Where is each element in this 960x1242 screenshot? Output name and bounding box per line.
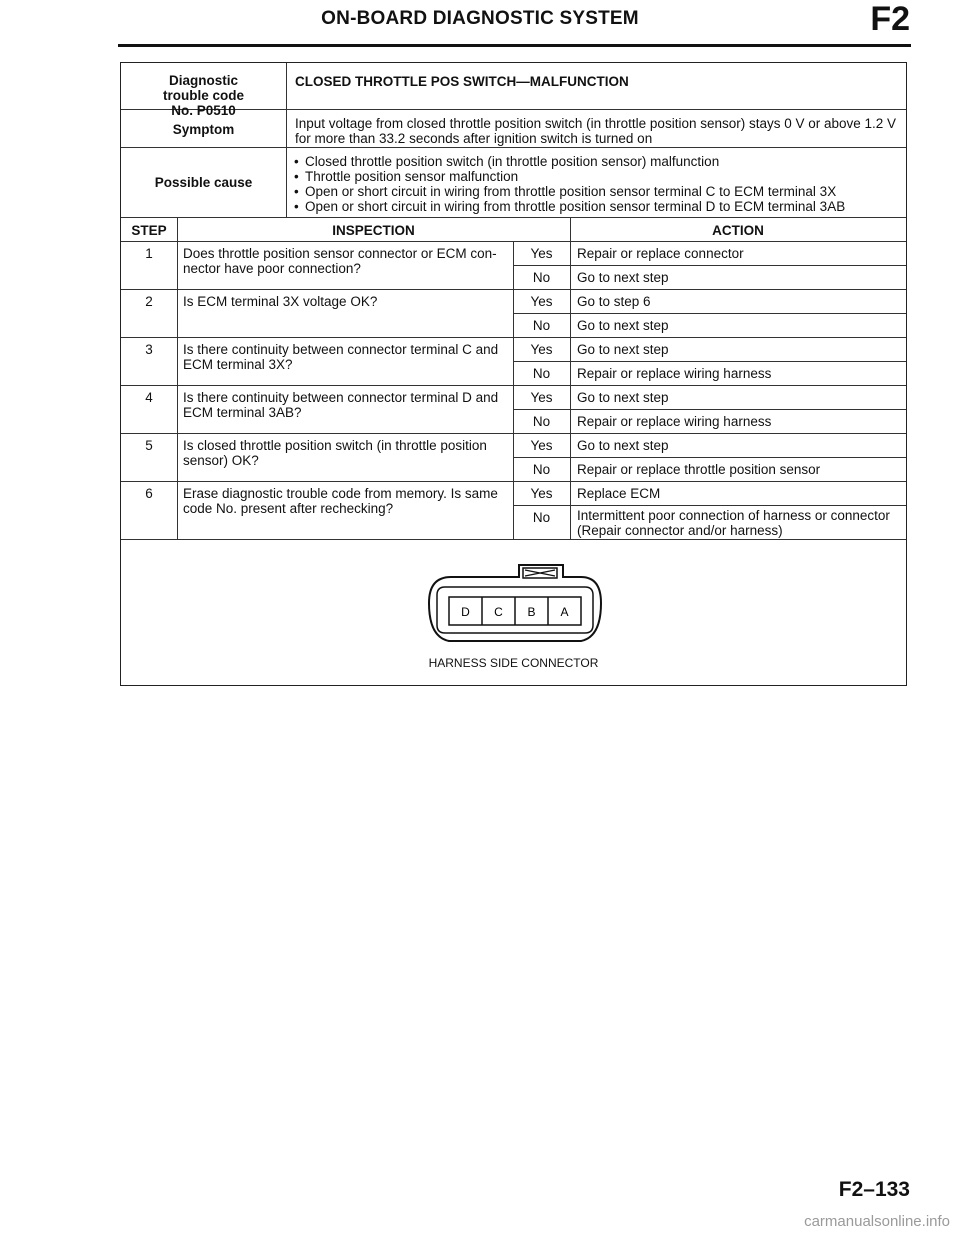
dtc-label: Diagnostic trouble code No. P0510 [162, 73, 244, 118]
step-inspection: Is there continuity between connector terminal C and ECM terminal 3X? [183, 342, 499, 372]
step-number: 2 [145, 294, 153, 309]
step-inspection: Is there continuity between connector terminal D and ECM terminal 3AB? [183, 390, 499, 420]
diagnostic-table [120, 62, 907, 686]
possible-cause-label: Possible cause [154, 175, 253, 190]
yes-action: Go to step 6 [577, 294, 651, 309]
yes-action: Go to next step [577, 390, 669, 405]
header-rule [118, 44, 911, 47]
terminal-d-label: D [461, 605, 470, 619]
terminal-b-label: B [527, 605, 536, 619]
no-action: Go to next step [577, 318, 669, 333]
no-action: Repair or replace throttle position sensor [577, 462, 821, 477]
possible-cause-list [291, 154, 903, 214]
no-label: No [532, 414, 551, 429]
page-number: F2–133 [838, 1178, 910, 1201]
step-inspection: Is closed throttle position switch (in throttle position sensor) OK? [183, 438, 487, 468]
no-label: No [532, 366, 551, 381]
section-code: F2 [870, 0, 910, 38]
cause-item: • Open or short circuit in wiring from throttle position sensor terminal C to ECM terminal 3X [291, 184, 903, 199]
lock-tab-mark [525, 570, 555, 576]
yes-label: Yes [530, 294, 553, 309]
no-label: No [532, 510, 551, 525]
step-number: 4 [145, 390, 153, 405]
yes-label: Yes [530, 390, 553, 405]
yes-label: Yes [530, 246, 553, 261]
yes-label: Yes [530, 438, 553, 453]
step-inspection: Does throttle position sensor connector or ECM con-nector have poor connection? [183, 246, 497, 276]
symptom-label: Symptom [172, 122, 235, 137]
step-inspection: Erase diagnostic trouble code from memory. Is same code No. present after rechecking? [183, 486, 498, 516]
yes-label: Yes [530, 486, 553, 501]
cause-item: • Open or short circuit in wiring from throttle position sensor terminal D to ECM terminal 3AB [291, 199, 903, 214]
yes-action: Go to next step [577, 438, 669, 453]
yes-action: Repair or replace connector [577, 246, 744, 261]
yes-action: Replace ECM [577, 486, 661, 501]
no-label: No [532, 318, 551, 333]
terminal-c-label: C [494, 605, 503, 619]
step-number: 3 [145, 342, 153, 357]
page-title: ON-BOARD DIAGNOSTIC SYSTEM [321, 8, 639, 29]
terminal-a-label: A [560, 605, 569, 619]
no-label: No [532, 462, 551, 477]
step-number: 5 [145, 438, 153, 453]
cause-item: • Closed throttle position switch (in throttle position sensor) malfunction [291, 154, 903, 169]
step-number: 1 [145, 246, 153, 261]
watermark: carmanualsonline.info [804, 1213, 950, 1230]
no-action: Intermittent poor connection of harness or connector (Repair connector and/or harness) [577, 508, 890, 538]
no-action: Repair or replace wiring harness [577, 366, 772, 381]
yes-action: Go to next step [577, 342, 669, 357]
connector-diagram [421, 553, 611, 653]
no-label: No [532, 270, 551, 285]
inspection-header: INSPECTION [332, 223, 415, 238]
no-action: Repair or replace wiring harness [577, 414, 772, 429]
step-inspection: Is ECM terminal 3X voltage OK? [183, 294, 378, 309]
step-header: STEP [131, 223, 167, 238]
dtc-title: CLOSED THROTTLE POS SWITCH—MALFUNCTION [295, 74, 629, 89]
symptom-text: Input voltage from closed throttle position switch (in throttle position sensor) stays 0 V or above 1.2 V for more than 33.2 seconds after ignition switch is turned on [295, 116, 897, 146]
cause-item: • Throttle position sensor malfunction [291, 169, 903, 184]
yes-label: Yes [530, 342, 553, 357]
no-action: Go to next step [577, 270, 669, 285]
info-divider [286, 63, 287, 217]
step-number: 6 [145, 486, 153, 501]
action-header: ACTION [712, 223, 764, 238]
connector-caption: HARNESS SIDE CONNECTOR [428, 656, 599, 670]
